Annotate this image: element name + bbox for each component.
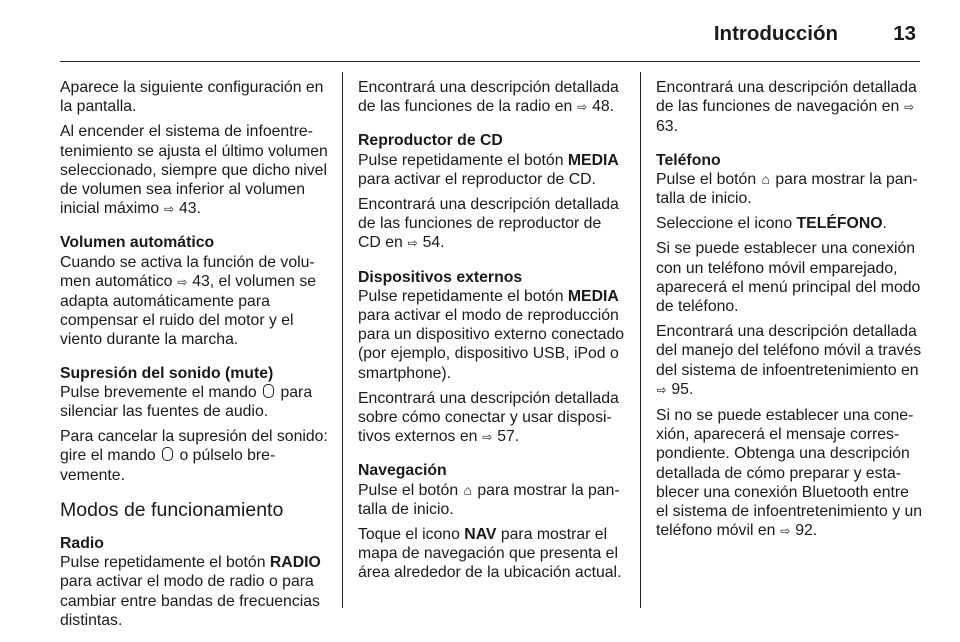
page-reference: 43, (192, 272, 215, 290)
paragraph (358, 287, 626, 383)
text: para silenciar las fuentes de audio. (60, 383, 313, 421)
power-knob-icon (162, 447, 173, 461)
arrow-ref-icon: ⇨ (482, 430, 493, 445)
section-external (358, 268, 626, 448)
arrow-ref-icon: ⇨ (904, 100, 915, 115)
section-heading: Reproductor de CD (358, 132, 503, 150)
section-navigation (358, 461, 626, 582)
text: Si se puede establecer una conexión con un teléfono móvil emparejado, aparecerá el menú principal del modo de teléfono. (656, 240, 921, 316)
section-heading: Navegación (358, 462, 447, 480)
text: para activar el modo de reproducción para un dispositivo externo conectado (por ejemplo, dispositivo USB, iPod o smartphone). (358, 307, 625, 382)
text: o púlselo brevemente. (60, 447, 276, 484)
section-mute (60, 364, 328, 485)
text: Pulse el botón (358, 481, 459, 499)
text: Aparece la siguiente configuración en la pantalla. (60, 79, 324, 116)
page-reference: 43. (178, 200, 201, 218)
section-heading: Supresión del sonido (mute) (60, 364, 274, 382)
button-label: NAV (464, 526, 497, 544)
power-knob-icon (263, 384, 274, 398)
section-heading: Dispositivos externos (358, 268, 523, 286)
text: Pulse repetidamente el botón (60, 554, 266, 572)
arrow-ref-icon: ⇨ (780, 524, 791, 539)
paragraph (60, 253, 328, 350)
arrow-ref-icon: ⇨ (656, 382, 667, 397)
arrow-ref-icon: ⇨ (164, 202, 175, 217)
paragraph (656, 214, 924, 233)
text: . (882, 215, 887, 233)
button-label: MEDIA (567, 151, 619, 169)
text: Pulse el botón (656, 170, 757, 188)
section-heading: Radio (60, 535, 104, 553)
paragraph (656, 170, 924, 208)
paragraph (656, 239, 924, 316)
paragraph (656, 322, 924, 400)
text: Pulse brevemente el mando (60, 383, 257, 401)
column-3 (656, 78, 924, 547)
paragraph (60, 553, 328, 630)
column-divider (640, 72, 641, 608)
text: para mostrar la pantalla de inicio. (358, 481, 620, 518)
button-label: TELÉFONO (796, 215, 883, 233)
paragraph (60, 383, 328, 421)
section-phone (656, 151, 924, 542)
column-2 (358, 78, 626, 589)
page-header (60, 14, 920, 58)
text: Encontrará una descripción detallada de las funciones de navegación en (656, 79, 917, 116)
paragraph (60, 427, 328, 485)
text: Al encender el sistema de infoentretenimiento se ajusta el último volumen seleccionado, siempre que dicho nivel de volumen sea inferior al volumen inicial máximo (60, 123, 328, 218)
column-1 (60, 78, 328, 636)
page-number: 13 (893, 22, 916, 45)
text: Cuando se activa la función de volumen automático (60, 253, 315, 290)
text: Si no se puede establecer una conexión, aparecerá el mensaje correspondiente. Obtenga una descripción detallada de cómo preparar y establecer una conexión Bluetooth entre el sistema de infoentretenimiento y un teléfono móvil en (656, 407, 923, 540)
text: Pulse repetidamente el botón (358, 287, 564, 305)
button-label: RADIO (269, 554, 321, 572)
section-cd (358, 131, 626, 253)
page-reference: 48. (592, 98, 615, 116)
page-reference: 57. (497, 428, 520, 446)
section-heading: Teléfono (656, 151, 721, 169)
arrow-ref-icon: ⇨ (407, 236, 418, 251)
page-title: Introducción (713, 22, 838, 45)
home-icon: ⌂ (761, 170, 770, 187)
page-reference: 95. (671, 380, 694, 398)
text: para activar el reproductor de CD. (358, 170, 596, 188)
paragraph (60, 122, 328, 219)
text: para activar el modo de radio o para cambiar entre bandas de frecuencias distintas. (60, 573, 320, 629)
paragraph (358, 78, 626, 117)
page-reference: 54. (422, 234, 445, 252)
paragraph (656, 78, 924, 137)
paragraph (358, 389, 626, 448)
text: Pulse repetidamente el botón (358, 151, 564, 169)
paragraph (60, 78, 328, 116)
column-divider (342, 72, 343, 608)
paragraph (358, 525, 626, 583)
section-volumen-automatico (60, 233, 328, 349)
text: Seleccione el icono (656, 215, 793, 233)
chapter-heading: Modos de funcionamiento (60, 498, 284, 521)
text: Encontrará una descripción detallada sobre cómo conectar y usar dispositivos externos en (358, 389, 619, 446)
text: Para cancelar la supresión del sonido: gire el mando (60, 428, 328, 465)
text: Encontrará una descripción detallada de las funciones de reproductor de CD en (358, 196, 619, 252)
arrow-ref-icon: ⇨ (177, 274, 188, 289)
text: el volumen se adapta automáticamente para compensar el ruido del motor y el viento durante la marcha. (60, 272, 317, 349)
page-reference: 92. (795, 522, 818, 540)
text: para mostrar el mapa de navegación que presenta el área alrededor de la ubicación actual. (358, 526, 622, 582)
home-icon: ⌂ (463, 481, 472, 498)
paragraph (358, 481, 626, 519)
page-reference: 63. (656, 118, 678, 136)
paragraph (358, 151, 626, 189)
arrow-ref-icon: ⇨ (577, 100, 588, 115)
header-rule (60, 61, 920, 62)
text: Encontrará una descripción detallada de las funciones de la radio en (358, 79, 619, 116)
text: para mostrar la pantalla de inicio. (656, 170, 918, 208)
section-heading: Volumen automático (60, 234, 215, 252)
paragraph (656, 406, 924, 541)
paragraph (358, 195, 626, 254)
button-label: MEDIA (567, 287, 619, 305)
text: Toque el icono (358, 526, 460, 544)
text: Encontrará una descripción detallada del manejo del teléfono móvil a través del sistema de infoentretenimiento en (656, 323, 922, 379)
